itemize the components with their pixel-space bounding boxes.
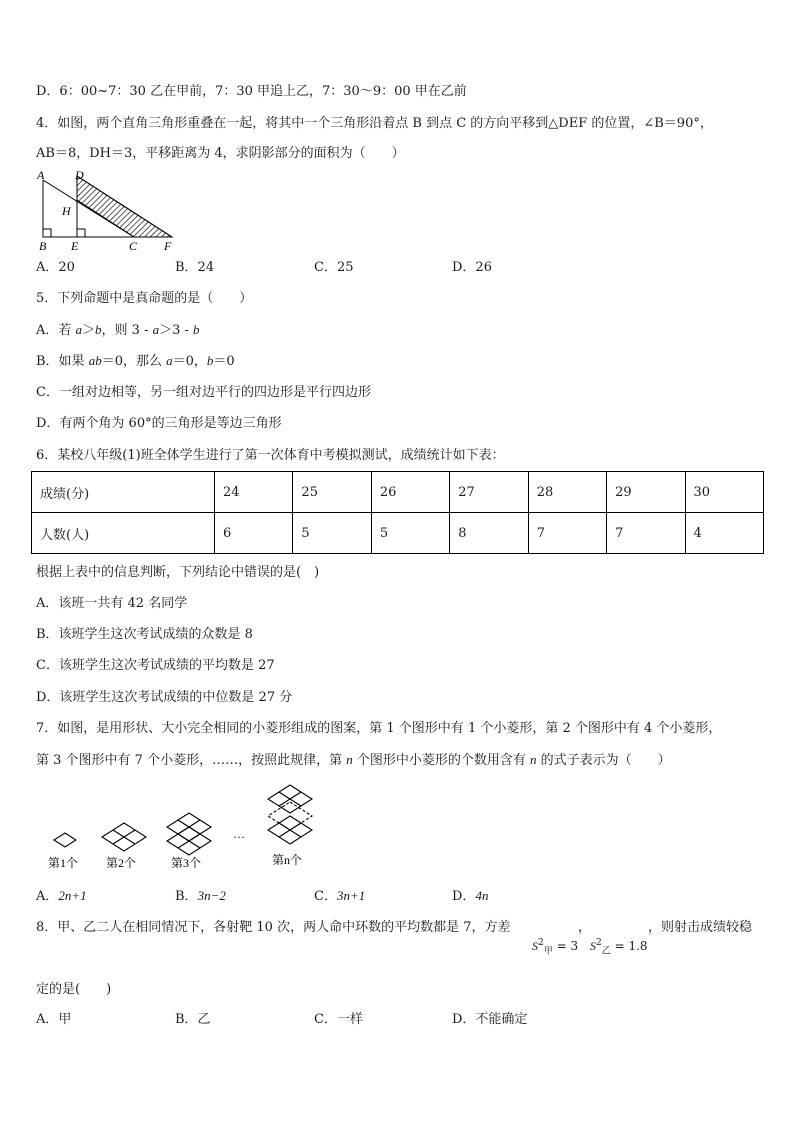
- q7-stem-line1: 7．如图，是用形状、大小完全相同的小菱形组成的图案，第 1 个图形中有 1 个小菱形，第 2 个图形中有 4 个小菱形，: [36, 721, 722, 736]
- q4-stem-line2: AB＝8，DH＝3，平移距离为 4，求阴影部分的面积为（ ）: [36, 146, 405, 161]
- table-row: [32, 513, 764, 554]
- table-cell: 5: [371, 513, 449, 554]
- table-cell: 6: [215, 513, 293, 554]
- q4-label-b: B: [39, 239, 47, 253]
- q4-stem-line1: 4．如图，两个直角三角形重叠在一起，将其中一个三角形沿着点 B 到点 C 的方向平移到△DEF 的位置，∠B＝90°，: [36, 116, 713, 131]
- q7-option-expr: 3n−2: [197, 888, 226, 903]
- table-cell: 7: [528, 513, 606, 554]
- q5-a-gt: ＞: [82, 323, 96, 338]
- q8-variance-jia: [532, 934, 578, 960]
- q8-sup: 2: [596, 938, 602, 948]
- q8-variance-yi: [590, 934, 648, 960]
- q8-stem-line2: 定的是( ): [36, 982, 112, 997]
- q8-option-c[interactable]: C．一样: [314, 1012, 363, 1027]
- q7-ellipsis: …: [233, 827, 245, 841]
- q5-option-d[interactable]: D．有两个角为 60°的三角形是等边三角形: [36, 416, 282, 431]
- table-cell: 28: [528, 472, 606, 513]
- q5-b-prefix: B．如果: [36, 354, 89, 369]
- q6-option-b[interactable]: B．该班学生这次考试成绩的众数是 8: [36, 627, 253, 642]
- q8-sup: 2: [538, 938, 544, 948]
- table-cell: 8: [450, 513, 528, 554]
- q7-option-prefix: A．: [36, 889, 59, 904]
- q7-text: 第 3 个图形中有 7 个小菱形，……，按照此规律，第: [36, 753, 347, 768]
- q7-figure-n: [268, 785, 312, 844]
- q5-a-prefix: A．若: [36, 323, 76, 338]
- q5-a-var: b: [193, 322, 200, 337]
- q5-b-var: ab: [88, 353, 102, 368]
- q7-option-d[interactable]: [452, 887, 488, 906]
- q5-option-c[interactable]: C．一组对边相等，另一组对边平行的四边形是平行四边形: [36, 385, 371, 400]
- q4-label-d: D: [75, 168, 84, 182]
- q5-b-var: a: [166, 353, 173, 368]
- q5-a-mid: ，则 3 -: [101, 323, 153, 338]
- q7-option-b[interactable]: [175, 887, 226, 906]
- q7-option-prefix: D．: [452, 889, 476, 904]
- q8-eq: = 1.8: [614, 939, 648, 953]
- q8-sub: 甲: [543, 946, 553, 957]
- q6-option-a[interactable]: A．该班一共有 42 名同学: [36, 596, 188, 611]
- q4-label-f: F: [164, 239, 172, 253]
- q6-stem: 6．某校八年级(1)班全体学生进行了第一次体育中考模拟测试，成绩统计如下表：: [36, 448, 505, 463]
- table-cell: 27: [450, 472, 528, 513]
- q8-eq: = 3: [556, 939, 579, 953]
- q8-option-d[interactable]: D．不能确定: [452, 1012, 528, 1027]
- table-cell: 26: [371, 472, 449, 513]
- q8-option-b[interactable]: B．乙: [175, 1012, 211, 1027]
- q8-option-a[interactable]: A．甲: [36, 1012, 72, 1027]
- q4-label-e: E: [71, 239, 79, 253]
- q7-option-prefix: C．: [314, 889, 337, 904]
- q6-option-d[interactable]: D．该班学生这次考试成绩的中位数是 27 分: [36, 690, 293, 705]
- q8-stem-line1: 8．甲、乙二人在相同情况下，各射靶 10 次，两人命中环数的平均数都是 7，方差: [36, 920, 511, 935]
- q5-option-b[interactable]: [36, 352, 235, 371]
- q5-b-mid: ＝0，: [172, 354, 207, 369]
- q7-fig-label-1: 第1个: [48, 856, 79, 870]
- q5-stem: 5．下列命题中是真命题的是（ ）: [36, 291, 253, 306]
- q7-option-expr: 4n: [475, 888, 489, 903]
- q7-fig-label-3: 第3个: [171, 856, 202, 870]
- q7-text: 的式子表示为（ ）: [536, 753, 671, 768]
- q4-label-h: H: [62, 204, 71, 218]
- q7-var-n: n: [346, 752, 353, 767]
- q5-a-var: a: [75, 322, 83, 337]
- q7-option-a[interactable]: [36, 887, 87, 906]
- q4-option-a[interactable]: A．20: [36, 260, 75, 275]
- q4-label-a: A: [37, 168, 45, 182]
- q8-sub: 乙: [601, 946, 611, 957]
- q7-figure-2: [102, 823, 146, 851]
- q8-comma: ，: [578, 920, 592, 935]
- q4-option-c[interactable]: C．25: [314, 260, 354, 275]
- q7-option-expr: 3n+1: [336, 888, 366, 903]
- q6-option-c[interactable]: C．该班学生这次考试成绩的平均数是 27: [36, 658, 275, 673]
- table-cell: 24: [215, 472, 293, 513]
- q7-option-prefix: B．: [175, 889, 198, 904]
- q8-stem-line1-end: ，则射击成绩较稳: [648, 920, 753, 935]
- q7-text: 个图形中小菱形的个数用含有: [352, 753, 530, 768]
- table-cell: 25: [293, 472, 371, 513]
- q3-option-d: D．6：00~7：30 乙在甲前，7：30 甲追上乙，7：30～9：00 甲在乙前: [36, 84, 467, 99]
- q6-score-table: [31, 471, 764, 554]
- q5-a-var: a: [152, 322, 160, 337]
- q4-option-d[interactable]: D．26: [452, 260, 492, 275]
- q4-option-b[interactable]: B．24: [175, 260, 215, 275]
- table-cell: 4: [685, 513, 763, 554]
- table-cell: 成绩(分): [32, 472, 215, 513]
- q7-var-n: n: [529, 752, 537, 767]
- q7-figure-1: [54, 833, 76, 847]
- q4-label-c: C: [129, 239, 138, 253]
- table-cell: 5: [293, 513, 371, 554]
- q5-b-end: ＝0: [213, 354, 235, 369]
- q6-question: 根据上表中的信息判断，下列结论中错误的是( ): [36, 565, 320, 580]
- table-cell: 29: [607, 472, 685, 513]
- table-cell: 30: [685, 472, 763, 513]
- q7-stem-line2: [36, 751, 671, 770]
- q5-option-a[interactable]: [36, 321, 200, 340]
- table-cell: 7: [607, 513, 685, 554]
- q5-b-var: b: [206, 353, 214, 368]
- q7-fig-label-n: 第n个: [272, 853, 303, 867]
- q7-option-c[interactable]: [314, 887, 365, 906]
- q5-a-gt: ＞3 -: [159, 323, 194, 338]
- table-cell: 人数(人): [32, 513, 215, 554]
- q5-b-mid: ＝0，那么: [101, 354, 167, 369]
- q8-s-symbol: S: [590, 939, 596, 953]
- q5-a-var: b: [95, 322, 102, 337]
- q8-s-symbol: S: [532, 939, 538, 953]
- q4-triangle-figure: [34, 166, 184, 254]
- q7-figure-3: [167, 813, 211, 855]
- q7-option-expr: 2n+1: [58, 888, 87, 903]
- q7-rhombus-figures: [40, 780, 330, 872]
- q7-fig-label-2: 第2个: [106, 856, 137, 870]
- table-row: [32, 472, 764, 513]
